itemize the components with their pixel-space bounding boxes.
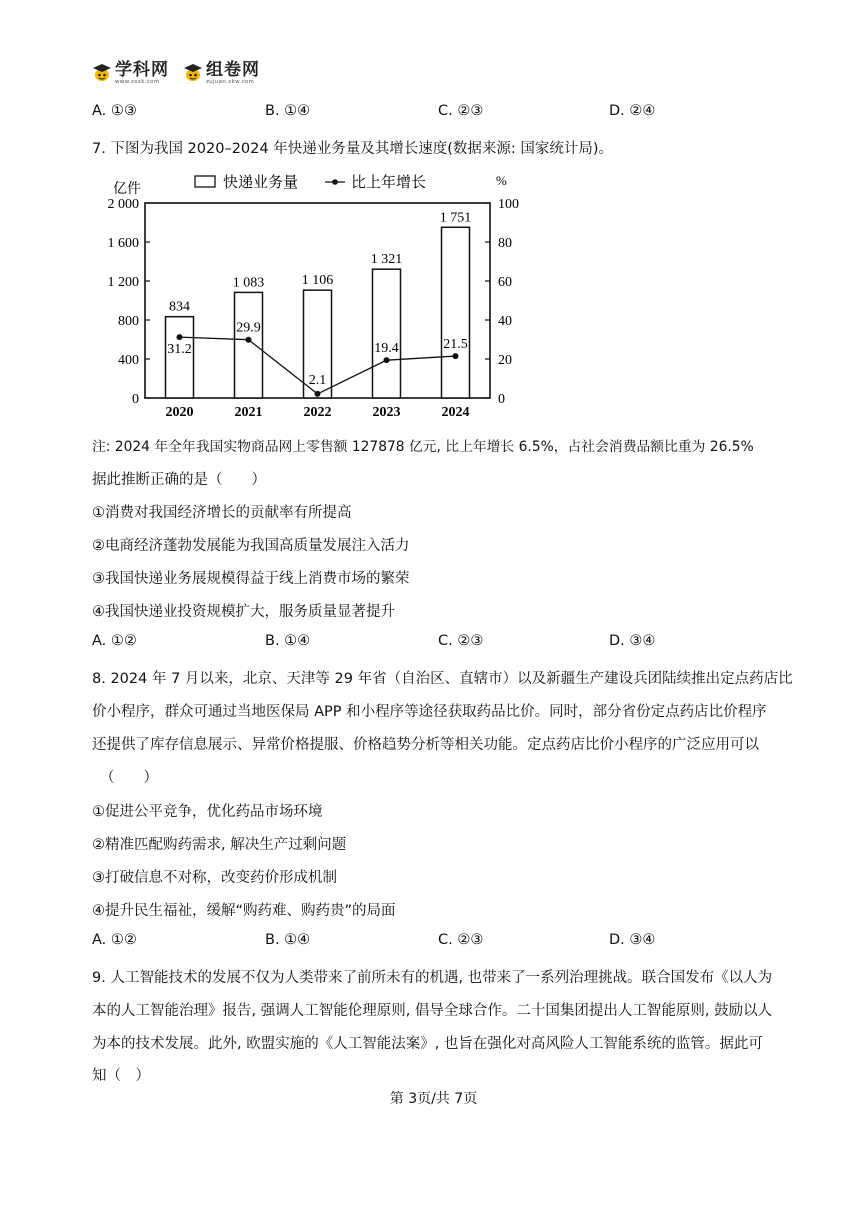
q9-line-3: 为本的技术发展。此外, 欧盟实施的《人工智能法案》, 也旨在强化对高风险人工智能系统的监管。据此可 — [92, 1036, 763, 1052]
growth-value-label: 29.9 — [236, 320, 261, 336]
express-chart — [92, 163, 532, 423]
growth-value-label: 31.2 — [167, 342, 192, 358]
mortarboard-icon — [92, 62, 112, 82]
q7-note: 注: 2024 年全年我国实物商品网上零售额 127878 亿元, 比上年增长 6.5%，占社会消费品额比重为 26.5% — [92, 439, 754, 455]
q9-line-1: 9. 人工智能技术的发展不仅为人类带来了前所未有的机遇, 也带来了一系列治理挑战。联合国发布《以人为 — [92, 970, 773, 986]
q6-option-c: C. ②③ — [438, 103, 484, 119]
bar-value-label: 1 321 — [370, 252, 403, 268]
growth-value-label: 19.4 — [374, 341, 399, 357]
bar-value-label: 1 751 — [439, 210, 472, 226]
y-left-unit: 亿件 — [113, 182, 141, 197]
q7-item-1: ①消费对我国经济增长的贡献率有所提高 — [92, 505, 352, 521]
y-left-tick-label: 0 — [132, 392, 139, 407]
y-left-tick-label: 2 000 — [107, 197, 139, 212]
y-right-tick-label: 20 — [498, 353, 512, 368]
q8-option-c: C. ②③ — [438, 932, 484, 948]
q7-option-c: C. ②③ — [438, 633, 484, 649]
logo-zujuan[interactable] — [183, 62, 260, 86]
growth-point — [177, 334, 183, 340]
bar-value-label: 834 — [169, 299, 190, 315]
bar-2020 — [166, 317, 194, 398]
growth-point — [246, 337, 252, 343]
y-right-tick-label: 60 — [498, 275, 512, 290]
x-tick-label: 2023 — [372, 405, 401, 420]
logo-name: 组卷网 — [206, 60, 260, 80]
growth-point — [453, 353, 459, 359]
y-right-tick-label: 100 — [498, 197, 519, 212]
y-right-tick-label: 40 — [498, 314, 512, 329]
page-footer: 第 3页/共 7页 — [389, 1091, 478, 1107]
q6-option-d: D. ②④ — [609, 103, 656, 119]
logo-url: zujuan.xkw.com — [206, 79, 255, 85]
bar-value-label: 1 083 — [232, 275, 265, 291]
q8-item-2: ②精准匹配购药需求, 解决生产过剩问题 — [92, 837, 347, 853]
y-left-tick-label: 1 600 — [107, 236, 139, 251]
q8-item-4: ④提升民生福祉，缓解“购药难、购药贵”的局面 — [92, 903, 396, 919]
q8-option-a: A. ①② — [92, 932, 137, 948]
q7-item-4: ④我国快递业投资规模扩大，服务质量显著提升 — [92, 604, 395, 620]
q8-line-4: （ ） — [100, 770, 158, 786]
q7-option-d: D. ③④ — [609, 633, 656, 649]
x-tick-label: 2020 — [165, 405, 194, 420]
bar-value-label: 1 106 — [301, 273, 334, 289]
legend-bar-label: 快递业务量 — [223, 175, 299, 191]
bar-2021 — [235, 292, 263, 398]
q7-question: 据此推断正确的是（ ） — [92, 472, 266, 488]
y-left-tick-label: 1 200 — [107, 275, 139, 290]
y-left-tick-label: 400 — [118, 353, 139, 368]
legend-line-label: 比上年增长 — [351, 175, 427, 191]
q9-line-2: 本的人工智能治理》报告, 强调人工智能伦理原则, 倡导全球合作。二十国集团提出人工智能原则, 鼓励以人 — [92, 1003, 773, 1019]
legend-bar-swatch — [195, 176, 215, 187]
q7-item-2: ②电商经济蓬勃发展能为我国高质量发展注入活力 — [92, 538, 410, 554]
q7-stem: 7. 下图为我国 2020–2024 年快递业务量及其增长速度(数据来源: 国家统计局)。 — [92, 141, 614, 157]
q8-line-1: 8. 2024 年 7 月以来，北京、天津等 29 年省（自治区、直辖市）以及新疆生产建设兵团陆续推出定点药店比 — [92, 671, 793, 687]
q7-option-b: B. ①④ — [265, 633, 311, 649]
q8-line-2: 价小程序，群众可通过当地医保局 APP 和小程序等途径获取药品比价。同时，部分省份定点药店比价程序 — [92, 704, 767, 720]
growth-value-label: 21.5 — [443, 337, 468, 353]
y-right-tick-label: 0 — [498, 392, 505, 407]
q9-line-4: 知（ ） — [92, 1068, 150, 1084]
x-tick-label: 2022 — [303, 405, 332, 420]
y-right-unit: % — [496, 173, 507, 188]
x-tick-label: 2024 — [441, 405, 470, 420]
growth-point — [315, 391, 321, 397]
header-logos — [92, 62, 260, 86]
q8-item-3: ③打破信息不对称，改变药价形成机制 — [92, 870, 337, 886]
growth-value-label: 2.1 — [308, 372, 327, 388]
logo-name: 学科网 — [115, 60, 169, 80]
growth-point — [384, 357, 390, 363]
logo-zxxk[interactable] — [92, 62, 169, 86]
q8-option-b: B. ①④ — [265, 932, 311, 948]
q8-line-3: 还提供了库存信息展示、异常价格提服、价格趋势分析等相关功能。定点药店比价小程序的广泛应用可以 — [92, 737, 759, 753]
bar-2023 — [373, 269, 401, 398]
x-tick-label: 2021 — [234, 405, 263, 420]
q8-item-1: ①促进公平竞争，优化药品市场环境 — [92, 804, 323, 820]
q8-option-d: D. ③④ — [609, 932, 656, 948]
y-right-tick-label: 80 — [498, 236, 512, 251]
legend-line-marker — [332, 179, 338, 185]
q7-option-a: A. ①② — [92, 633, 137, 649]
mortarboard-icon — [183, 62, 203, 82]
q6-option-a: A. ①③ — [92, 103, 137, 119]
q6-option-b: B. ①④ — [265, 103, 311, 119]
y-left-tick-label: 800 — [118, 314, 139, 329]
logo-url: www.zxxk.com — [115, 79, 160, 85]
bar-2024 — [442, 227, 470, 398]
q7-item-3: ③我国快递业务展规模得益于线上消费市场的繁荣 — [92, 571, 410, 587]
